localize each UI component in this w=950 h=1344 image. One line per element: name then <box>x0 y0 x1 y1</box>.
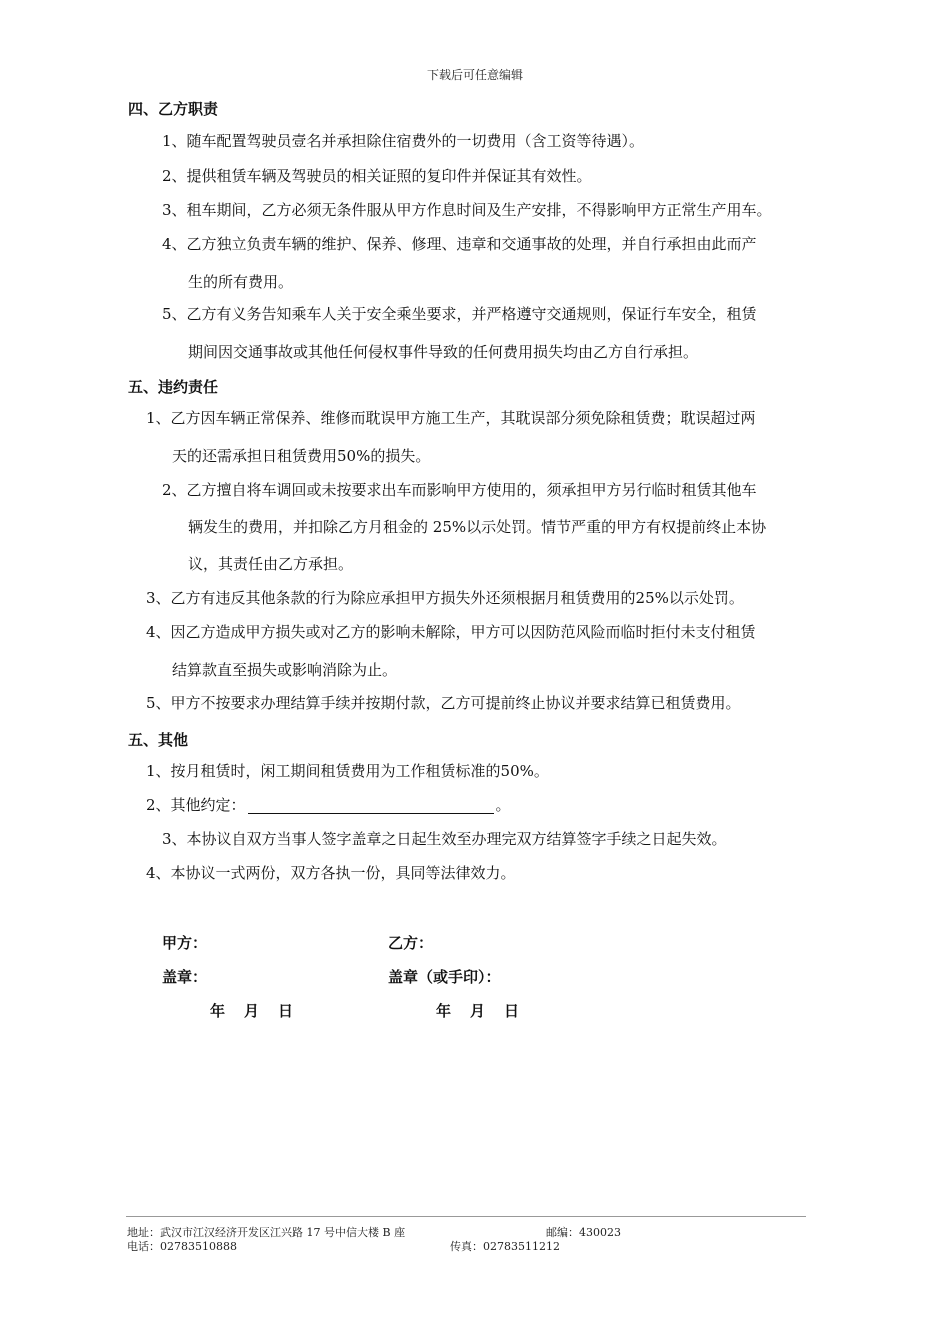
party-a-seal-label: 盖章： <box>162 968 208 986</box>
clause-5-2-cont: 辆发生的费用，并扣除乙方月租金的 25%以示处罚。情节严重的甲方有权提前终止本协 <box>188 518 767 536</box>
clause-6-4: 4、本协议一式两份，双方各执一份，具同等法律效力。 <box>146 864 516 882</box>
clause-5-4: 4、因乙方造成甲方损失或对乙方的影响未解除，甲方可以因防范风险而临时拒付未支付租赁 <box>146 623 756 641</box>
other-agreement-period: 。 <box>495 796 511 814</box>
other-agreement-blank[interactable] <box>248 797 494 814</box>
clause-6-1: 1、按月租赁时，闲工期间租赁费用为工作租赁标准的50%。 <box>146 762 549 780</box>
section-title-breach-liability: 五、违约责任 <box>128 378 219 396</box>
section-title-party-b-duties: 四、乙方职责 <box>128 100 219 118</box>
clause-4-1: 1、随车配置驾驶员壹名并承担除住宿费外的一切费用（含工资等待遇）。 <box>162 132 645 150</box>
footer-divider <box>126 1216 806 1217</box>
section-title-others: 五、其他 <box>128 731 189 749</box>
party-a-label: 甲方： <box>162 934 208 952</box>
clause-4-2: 2、提供租赁车辆及驾驶员的相关证照的复印件并保证其有效性。 <box>162 167 592 185</box>
clause-5-1: 1、乙方因车辆正常保养、维修而耽误甲方施工生产，其耽误部分须免除租赁费；耽误超过两 <box>146 409 756 427</box>
clause-5-4-cont: 结算款直至损失或影响消除为止。 <box>172 661 398 679</box>
clause-5-2: 2、乙方擅自将车调回或未按要求出车而影响甲方使用的，须承担甲方另行临时租赁其他车 <box>162 481 757 499</box>
clause-4-4: 4、乙方独立负责车辆的维护、保养、修理、违章和交通事故的处理，并自行承担由此而产 <box>162 235 757 253</box>
footer-phone: 电话：02783510888 <box>127 1240 237 1253</box>
clause-4-4-cont: 生的所有费用。 <box>188 273 294 291</box>
party-b-date: 年 月 日 <box>436 1002 522 1020</box>
other-agreement-label: 2、其他约定： <box>146 796 246 814</box>
clause-4-3: 3、租车期间，乙方必须无条件服从甲方作息时间及生产安排，不得影响甲方正常生产用车。 <box>162 201 772 219</box>
clause-5-3: 3、乙方有违反其他条款的行为除应承担甲方损失外还须根据月租赁费用的25%以示处罚。 <box>146 589 744 607</box>
page-header: 下载后可任意编辑 <box>426 68 523 82</box>
clause-4-5: 5、乙方有义务告知乘车人关于安全乘坐要求，并严格遵守交通规则，保证行车安全，租赁 <box>162 305 757 323</box>
clause-4-5-cont: 期间因交通事故或其他任何侵权事件导致的任何费用损失均由乙方自行承担。 <box>188 343 699 361</box>
footer-fax: 传真：02783511212 <box>450 1240 560 1253</box>
footer-address: 地址：武汉市江汉经济开发区江兴路 17 号中信大楼 B 座 <box>127 1226 406 1239</box>
clause-5-1-cont: 天的还需承担日租赁费用50%的损失。 <box>172 447 431 465</box>
party-a-date: 年 月 日 <box>210 1002 296 1020</box>
footer-postcode: 邮编：430023 <box>546 1226 621 1239</box>
party-b-seal-label: 盖章（或手印）： <box>388 968 501 986</box>
clause-6-3: 3、本协议自双方当事人签字盖章之日起生效至办理完双方结算签字手续之日起失效。 <box>162 830 727 848</box>
clause-5-5: 5、甲方不按要求办理结算手续并按期付款，乙方可提前终止协议并要求结算已租赁费用。 <box>146 694 741 712</box>
clause-5-2-cont2: 议，其责任由乙方承担。 <box>188 555 354 573</box>
party-b-label: 乙方： <box>388 934 434 952</box>
